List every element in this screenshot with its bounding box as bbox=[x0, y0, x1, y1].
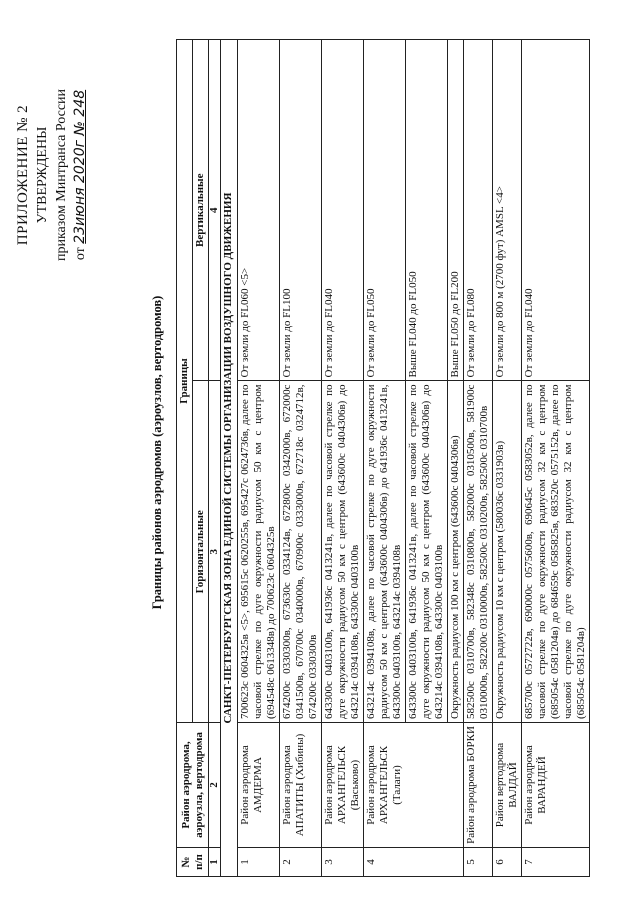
row-number: 2 bbox=[280, 848, 322, 877]
column-number: 3 bbox=[209, 381, 221, 723]
column-number: 1 bbox=[209, 848, 221, 877]
appendix-number: ПРИЛОЖЕНИЕ № 2 bbox=[15, 104, 31, 246]
row-vertical: От земли до FL050 bbox=[364, 40, 406, 382]
row-vertical: От земли до FL080 bbox=[464, 40, 493, 382]
column-numbers-row bbox=[209, 40, 221, 877]
row-vertical: От земли до FL040 bbox=[522, 40, 590, 382]
header-vertical: Вертикальные bbox=[193, 40, 209, 382]
zone-row bbox=[221, 40, 238, 877]
row-area: Район аэродрома АМДЕРМА bbox=[238, 723, 280, 848]
row-horizontal: Окружность радиусом 10 км с центром (580036с 0331903в) bbox=[493, 381, 522, 723]
row-area: Район аэродрома ВАРАНДЕЙ bbox=[522, 723, 590, 848]
row-number: 3 bbox=[322, 848, 364, 877]
row-number: 5 bbox=[464, 848, 493, 877]
row-horizontal: 700623с 0604325в <5>, 695615с 0620255в, 695427с 0624736в, далее по часовой стрелке по дуге окружности радиусом 50 км с центром (694548с 0613348в) до 700623с 0604325в bbox=[238, 381, 280, 723]
row-vertical: От земли до FL100 bbox=[280, 40, 322, 382]
zone-title: САНКТ-ПЕТЕРБУРГСКАЯ ЗОНА ЕДИНОЙ СИСТЕМЫ ОРГАНИЗАЦИИ ВОЗДУШНОГО ДВИЖЕНИЯ bbox=[221, 40, 238, 877]
order-date-line bbox=[71, 60, 90, 290]
row-horizontal: 643300с 0403100в, 641936с 0413241в, далее по часовой стрелке по дуге окружности радиусом 50 км с центром (643600с 0404306в) до 643214с 0394108в, 643300с 0403100в bbox=[322, 381, 364, 723]
table-row bbox=[522, 40, 590, 877]
row-number: 6 bbox=[493, 848, 522, 877]
row-horizontal: 582500с 0310700в, 582348с 0310800в, 582000с 0310500в, 581900с 0310000в, 582200с 0310000в, 582500с 0310200в, 582500с 0310700в bbox=[464, 381, 493, 723]
row-area: Район вертодрома ВАЛДАЙ bbox=[493, 723, 522, 848]
row-area: Район аэродрома АРХАНГЕЛЬСК (Васьково) bbox=[322, 723, 364, 848]
row-horizontal: Окружность радиусом 100 км с центром (643600с 0404306в) bbox=[448, 381, 464, 723]
row-area: Район аэродрома БОРКИ bbox=[464, 723, 493, 848]
order-label: приказом Минтранса России bbox=[54, 88, 69, 262]
row-horizontal: 643300с 0403100в, 641936с 0413241в, далее по часовой стрелке по дуге окружности радиусом 50 км с центром (643600с 0404306в) до 643214с 0394108в, 643300с 0403100в bbox=[406, 381, 448, 723]
table-row bbox=[364, 40, 406, 877]
table-row bbox=[322, 40, 364, 877]
row-number: 1 bbox=[238, 848, 280, 877]
row-area: Район аэродрома АПАТИТЫ (Хибины) bbox=[280, 723, 322, 848]
order-date-handwritten: 23июня 2020г № 248 bbox=[72, 89, 88, 244]
column-number: 4 bbox=[209, 40, 221, 382]
column-number: 2 bbox=[209, 723, 221, 848]
row-vertical: От земли до 800 м (2700 фут) AMSL <4> bbox=[493, 40, 522, 382]
header-area: Район аэродрома, аэроузла, вертодрома bbox=[177, 723, 209, 848]
row-horizontal: 643214с 0394108в, далее по часовой стрелке по дуге окружности радиусом 50 км с центром (643600с 0404306в) до 641936с 0413241в, 643300с 0403100в, 643214с 0394108в bbox=[364, 381, 406, 723]
row-horizontal: 685700с 0572722в, 690000с 0575600в, 690645с 0583052в, далее по часовой стрелке по дуге окружности радиусом 32 км с центром (685054с 0581204в) до 684659с 0585825в, 683520с 0575152в, далее по часовой стрелке по дуге окружности радиусом 32 км с центром (685054с 0581204в) bbox=[522, 381, 590, 723]
row-vertical: От земли до FL060 <5> bbox=[238, 40, 280, 382]
table-row bbox=[238, 40, 280, 877]
table-row bbox=[464, 40, 493, 877]
header-no: № п/п bbox=[177, 848, 209, 877]
row-vertical: От земли до FL040 bbox=[322, 40, 364, 382]
header-horizontal: Горизонтальные bbox=[193, 381, 209, 723]
row-vertical: Выше FL040 до FL050 bbox=[406, 40, 448, 382]
table-row bbox=[280, 40, 322, 877]
header-bounds: Границы bbox=[177, 40, 193, 723]
row-number: 7 bbox=[522, 848, 590, 877]
appendix-header bbox=[14, 60, 90, 290]
boundaries-table bbox=[176, 39, 590, 877]
row-horizontal: 674200с 0330300в, 673630с 0334124в, 672800с 0342000в, 672000с 0341500в, 670700с 0340000в, 670900с 0333000в, 672718с 0324712в, 674200с 0330300в bbox=[280, 381, 322, 723]
approved-label: УТВЕРЖДЕНЫ bbox=[35, 126, 50, 224]
document-title: Границы районов аэродромов (аэроузлов, вертодромов) bbox=[150, 295, 164, 610]
row-number: 4 bbox=[364, 848, 464, 877]
order-date-prefix: от bbox=[73, 247, 88, 261]
table-row bbox=[493, 40, 522, 877]
row-vertical: Выше FL050 до FL200 bbox=[448, 40, 464, 382]
row-area: Район аэродрома АРХАНГЕЛЬСК (Талаги) bbox=[364, 723, 464, 848]
